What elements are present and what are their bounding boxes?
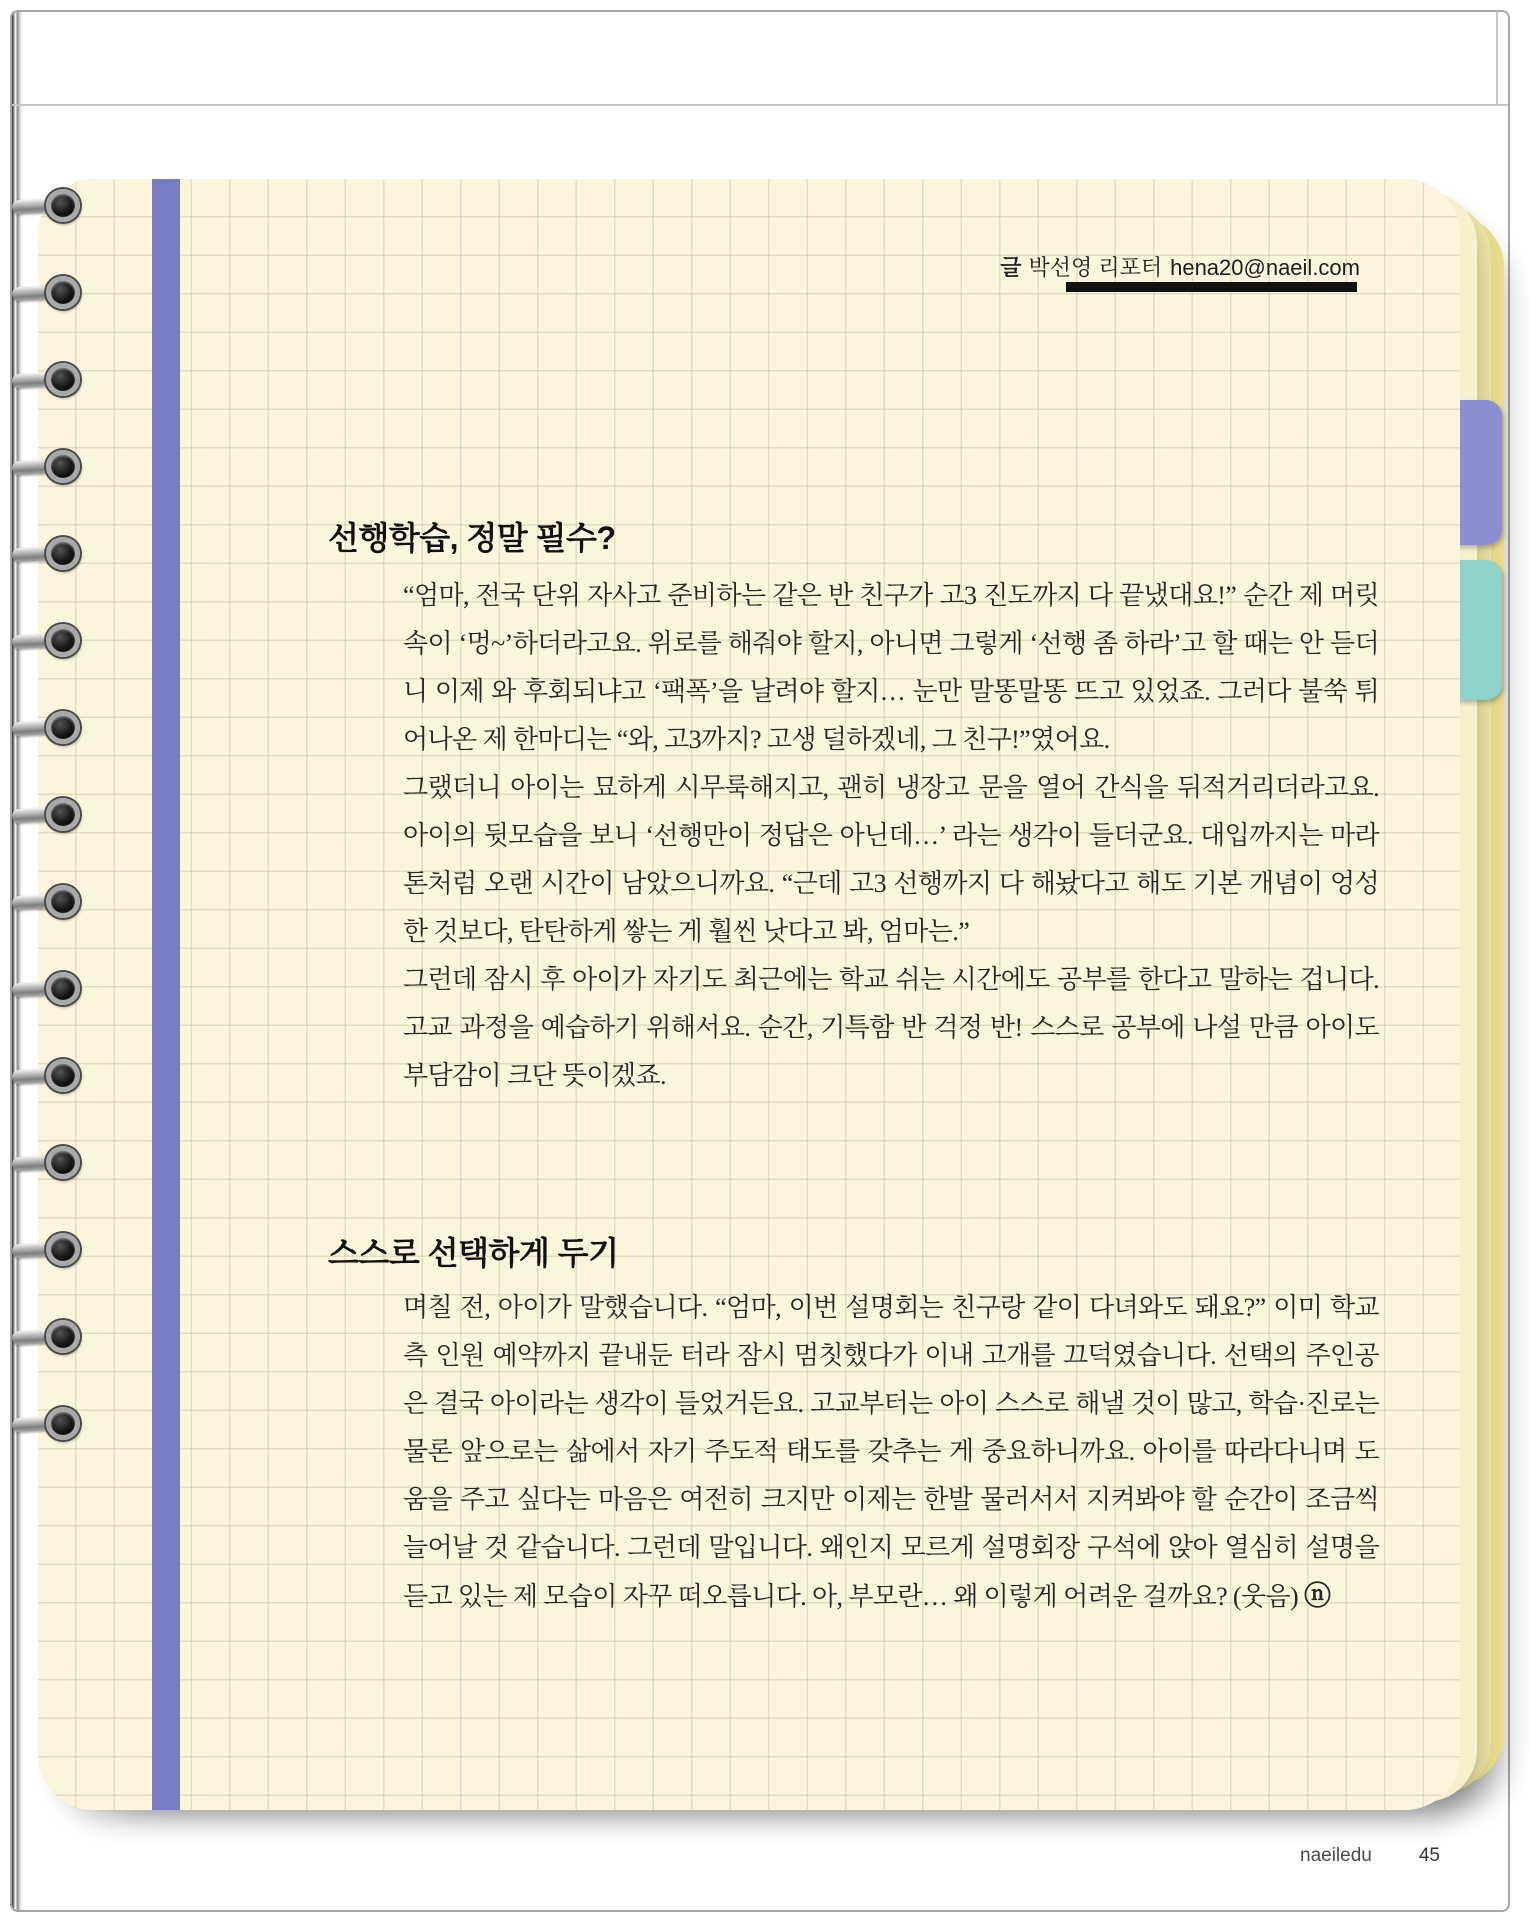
ring-torus [46,1233,80,1266]
top-rule-line [12,104,1508,106]
spiral-ring [0,964,92,1014]
spiral-ring [0,442,92,492]
paragraph: “엄마, 전국 단위 자사고 준비하는 같은 반 친구가 고3 진도까지 다 끝냈대요!” 순간 제 머릿속이 ‘멍~’하더라고요. 위로를 해줘야 할지, 아니면 그렇게 ‘선행 좀 하라’고 할 때는 안 듣더니 이제 와 후회되냐고 ‘팩폭’을 날려야 할지… 눈만 말똥말똥 뜨고 있었죠. 그러다 불쑥 튀어나온 제 한마디는 “와, 고3까지? 고생 덜하겠네, 그 친구!”였어요. [403,581,1379,754]
spiral-ring [0,616,92,666]
byline [1000,251,1360,282]
byline-email: hena20@naeil.com [1170,255,1360,280]
page-footer [1300,1845,1440,1867]
ring-torus [46,798,80,831]
spiral-ring [0,355,92,405]
spiral-ring [0,181,92,231]
ring-torus [46,1146,80,1179]
ring-torus [46,624,80,657]
spiral-ring [0,703,92,753]
spiral-ring [0,1312,92,1362]
byline-author: 박선영 리포터 [1028,255,1163,280]
paragraph: 그런데 잠시 후 아이가 자기도 최근에는 학교 쉬는 시간에도 공부를 한다고 말하는 겁니다. 고교 과정을 예습하기 위해서요. 순간, 기특함 반 걱정 반! 스스로 공부에 나설 만큼 아이도 부담감이 크단 뜻이겠죠. [403,965,1379,1090]
spiral-ring [0,790,92,840]
margin-stripe [152,179,180,1810]
spiral-ring [0,529,92,579]
notebook-sheet [38,179,1460,1810]
spiral-binding [0,0,100,1926]
top-right-rule-line [1496,11,1498,105]
ring-torus [46,276,80,309]
footer-page-number: 45 [1418,1845,1440,1866]
spiral-ring [0,1399,92,1449]
naeil-logo-icon: ⓝ [1303,1581,1331,1611]
byline-rule [1066,282,1357,292]
spiral-ring [0,1138,92,1188]
ring-torus [46,885,80,918]
section-2-body [403,1284,1379,1621]
spiral-ring [0,268,92,318]
paragraph: 그랬더니 아이는 묘하게 시무룩해지고, 괜히 냉장고 문을 열어 간식을 뒤적거리더라고요. 아이의 뒷모습을 보니 ‘선행만이 정답은 아닌데…’ 라는 생각이 들더군요. 대입까지는 마라톤처럼 오랜 시간이 남았으니까요. “근데 고3 선행까지 다 해놨다고 해도 기본 개념이 엉성한 것보다, 탄탄하게 쌓는 게 훨씬 낫다고 봐, 엄마는.” [403,773,1379,946]
ring-torus [46,1059,80,1092]
paragraph-text: 며칠 전, 아이가 말했습니다. “엄마, 이번 설명회는 친구랑 같이 다녀와도 돼요?” 이미 학교 측 인원 예약까지 끝내둔 터라 잠시 멈칫했다가 이내 고개를 끄덕였습니다. 선택의 주인공은 결국 아이라는 생각이 들었거든요. 고교부터는 아이 스스로 해낼 것이 많고, 학습·진로는 물론 앞으로는 삶에서 자기 주도적 태도를 갖추는 게 중요하니까요. 아이를 따라다니며 도움을 주고 싶다는 마음은 여전히 크지만 이제는 한발 물러서서 지켜봐야 할 순간이 조금씩 늘어날 것 같습니다. 그런데 말입니다. 왜인지 모르게 설명회장 구석에 앉아 열심히 설명을 듣고 있는 제 모습이 자꾸 떠오릅니다. 아, 부모란… 왜 이렇게 어려운 걸까요? (웃음) [403,1293,1379,1611]
ring-torus [46,450,80,483]
ring-torus [46,711,80,744]
section-heading-2: 스스로 선택하게 두기 [328,1235,619,1271]
ring-torus [46,972,80,1005]
ring-torus [46,1407,80,1440]
footer-brand: naeiledu [1300,1845,1372,1866]
ring-torus [46,1320,80,1353]
spiral-ring [0,877,92,927]
ring-torus [46,363,80,396]
section-1-body [403,572,1379,1100]
byline-label: 글 [1000,255,1022,280]
ring-torus [46,189,80,222]
spiral-ring [0,1225,92,1275]
spiral-ring [0,1051,92,1101]
paragraph [403,1284,1379,1621]
section-heading-1: 선행학습, 정말 필수? [328,520,616,556]
ring-torus [46,537,80,570]
